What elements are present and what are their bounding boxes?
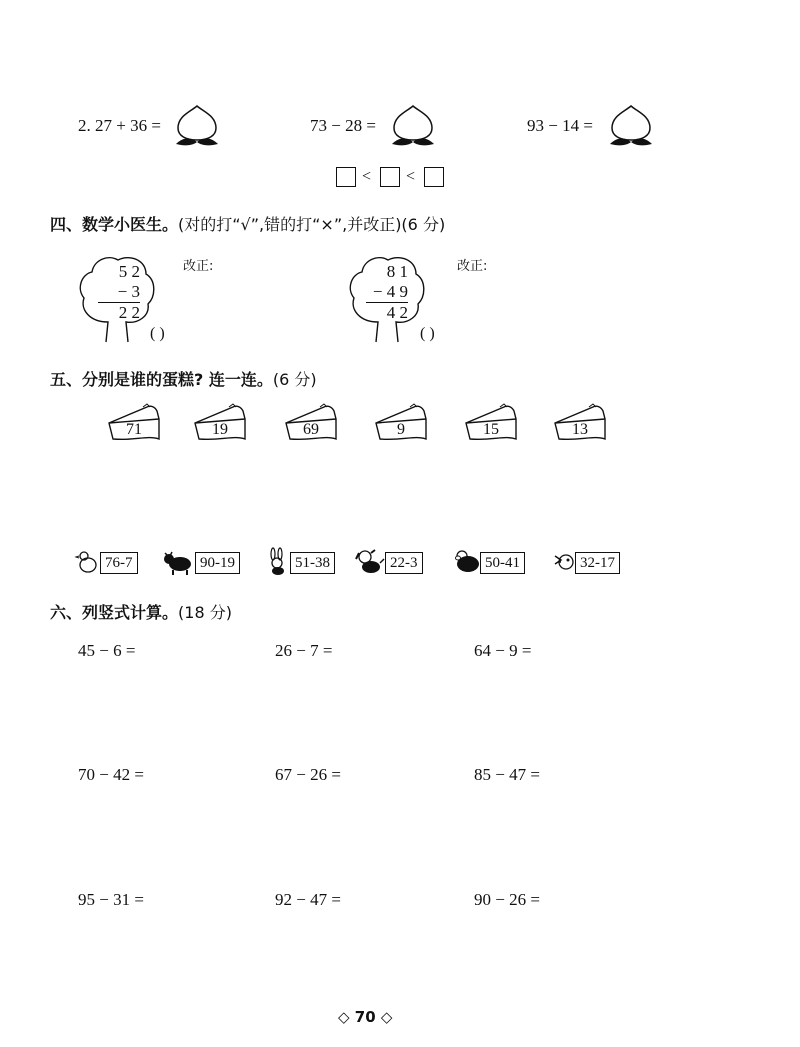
pig-icon <box>454 548 482 576</box>
cake-number: 71 <box>126 421 142 438</box>
peach-answer-icon-2 <box>388 102 438 146</box>
peach-answer-icon-1 <box>172 102 222 146</box>
calc-problem-7: 95 − 31 = <box>78 890 144 909</box>
cake-number: 19 <box>212 421 228 438</box>
animal-expr: 51-38 <box>290 552 335 574</box>
section5-note: (6 分) <box>272 370 317 389</box>
peach-answer-icon-3 <box>606 102 656 146</box>
compare-box-2[interactable] <box>380 167 400 187</box>
page-number: 70 <box>354 1008 376 1026</box>
section6-note: (18 分) <box>178 603 232 622</box>
section5-title: 五、分别是谁的蛋糕? 连一连。 <box>50 370 273 389</box>
check-paren-2[interactable]: ( ) <box>420 325 435 342</box>
dog-icon <box>355 548 385 576</box>
vp2-top: 8 1 <box>386 262 408 281</box>
calc-problem-5: 67 − 26 = <box>275 765 341 784</box>
less-than-1: < <box>362 168 372 185</box>
calc-problem-6: 85 − 47 = <box>474 765 540 784</box>
rabbit-icon <box>266 548 290 576</box>
vertical-problem-2 <box>366 262 408 323</box>
cake-number: 9 <box>397 421 405 438</box>
section5-heading <box>50 367 317 390</box>
fix-label-2: 改正: <box>457 259 488 274</box>
peach-problem-3: 93 − 14 = <box>527 116 593 135</box>
animal-expr: 90-19 <box>195 552 240 574</box>
cow-icon <box>163 550 193 576</box>
section4-heading <box>50 212 445 235</box>
check-paren-1[interactable]: ( ) <box>150 325 165 342</box>
bird-icon <box>553 550 577 574</box>
animal-expr: 32-17 <box>575 552 620 574</box>
chick-icon <box>76 550 98 574</box>
cake-6[interactable] <box>553 403 607 448</box>
calc-problem-9: 90 − 26 = <box>474 890 540 909</box>
cake-number: 15 <box>483 421 499 438</box>
cake-2[interactable] <box>193 403 247 448</box>
cake-4[interactable] <box>374 403 428 448</box>
vp2-result: 4 2 <box>366 302 408 323</box>
section4-note: (对的打“√”,错的打“×”,并改正)(6 分) <box>178 215 446 234</box>
vp2-op: − 4 9 <box>372 282 408 301</box>
calc-problem-1: 45 − 6 = <box>78 641 136 660</box>
fix-label-1: 改正: <box>183 259 214 274</box>
compare-box-3[interactable] <box>424 167 444 187</box>
compare-box-1[interactable] <box>336 167 356 187</box>
cake-1[interactable] <box>107 403 161 448</box>
section6-title: 六、列竖式计算。 <box>50 603 179 622</box>
vp1-result: 2 2 <box>98 302 140 323</box>
section4-title: 四、数学小医生。 <box>50 215 179 234</box>
calc-problem-2: 26 − 7 = <box>275 641 333 660</box>
diamond-icon: ◇ <box>380 1008 393 1026</box>
diamond-icon: ◇ <box>338 1008 350 1026</box>
peach-problem-2: 73 − 28 = <box>310 116 376 135</box>
calc-problem-3: 64 − 9 = <box>474 641 532 660</box>
vertical-problem-1 <box>98 262 140 323</box>
section6-heading <box>50 600 232 623</box>
cake-number: 69 <box>303 421 319 438</box>
page-footer <box>338 1008 392 1026</box>
cake-3[interactable] <box>284 403 338 448</box>
animal-expr: 22-3 <box>385 552 423 574</box>
calc-problem-4: 70 − 42 = <box>78 765 144 784</box>
vp1-top: 5 2 <box>118 262 140 281</box>
cake-5[interactable] <box>464 403 518 448</box>
calc-problem-8: 92 − 47 = <box>275 890 341 909</box>
cake-number: 13 <box>572 421 588 438</box>
vp1-op: − 3 <box>117 282 140 301</box>
peach-problem-1: 2. 27 + 36 = <box>78 116 161 135</box>
animal-expr: 50-41 <box>480 552 525 574</box>
less-than-2: < <box>406 168 416 185</box>
animal-expr: 76-7 <box>100 552 138 574</box>
